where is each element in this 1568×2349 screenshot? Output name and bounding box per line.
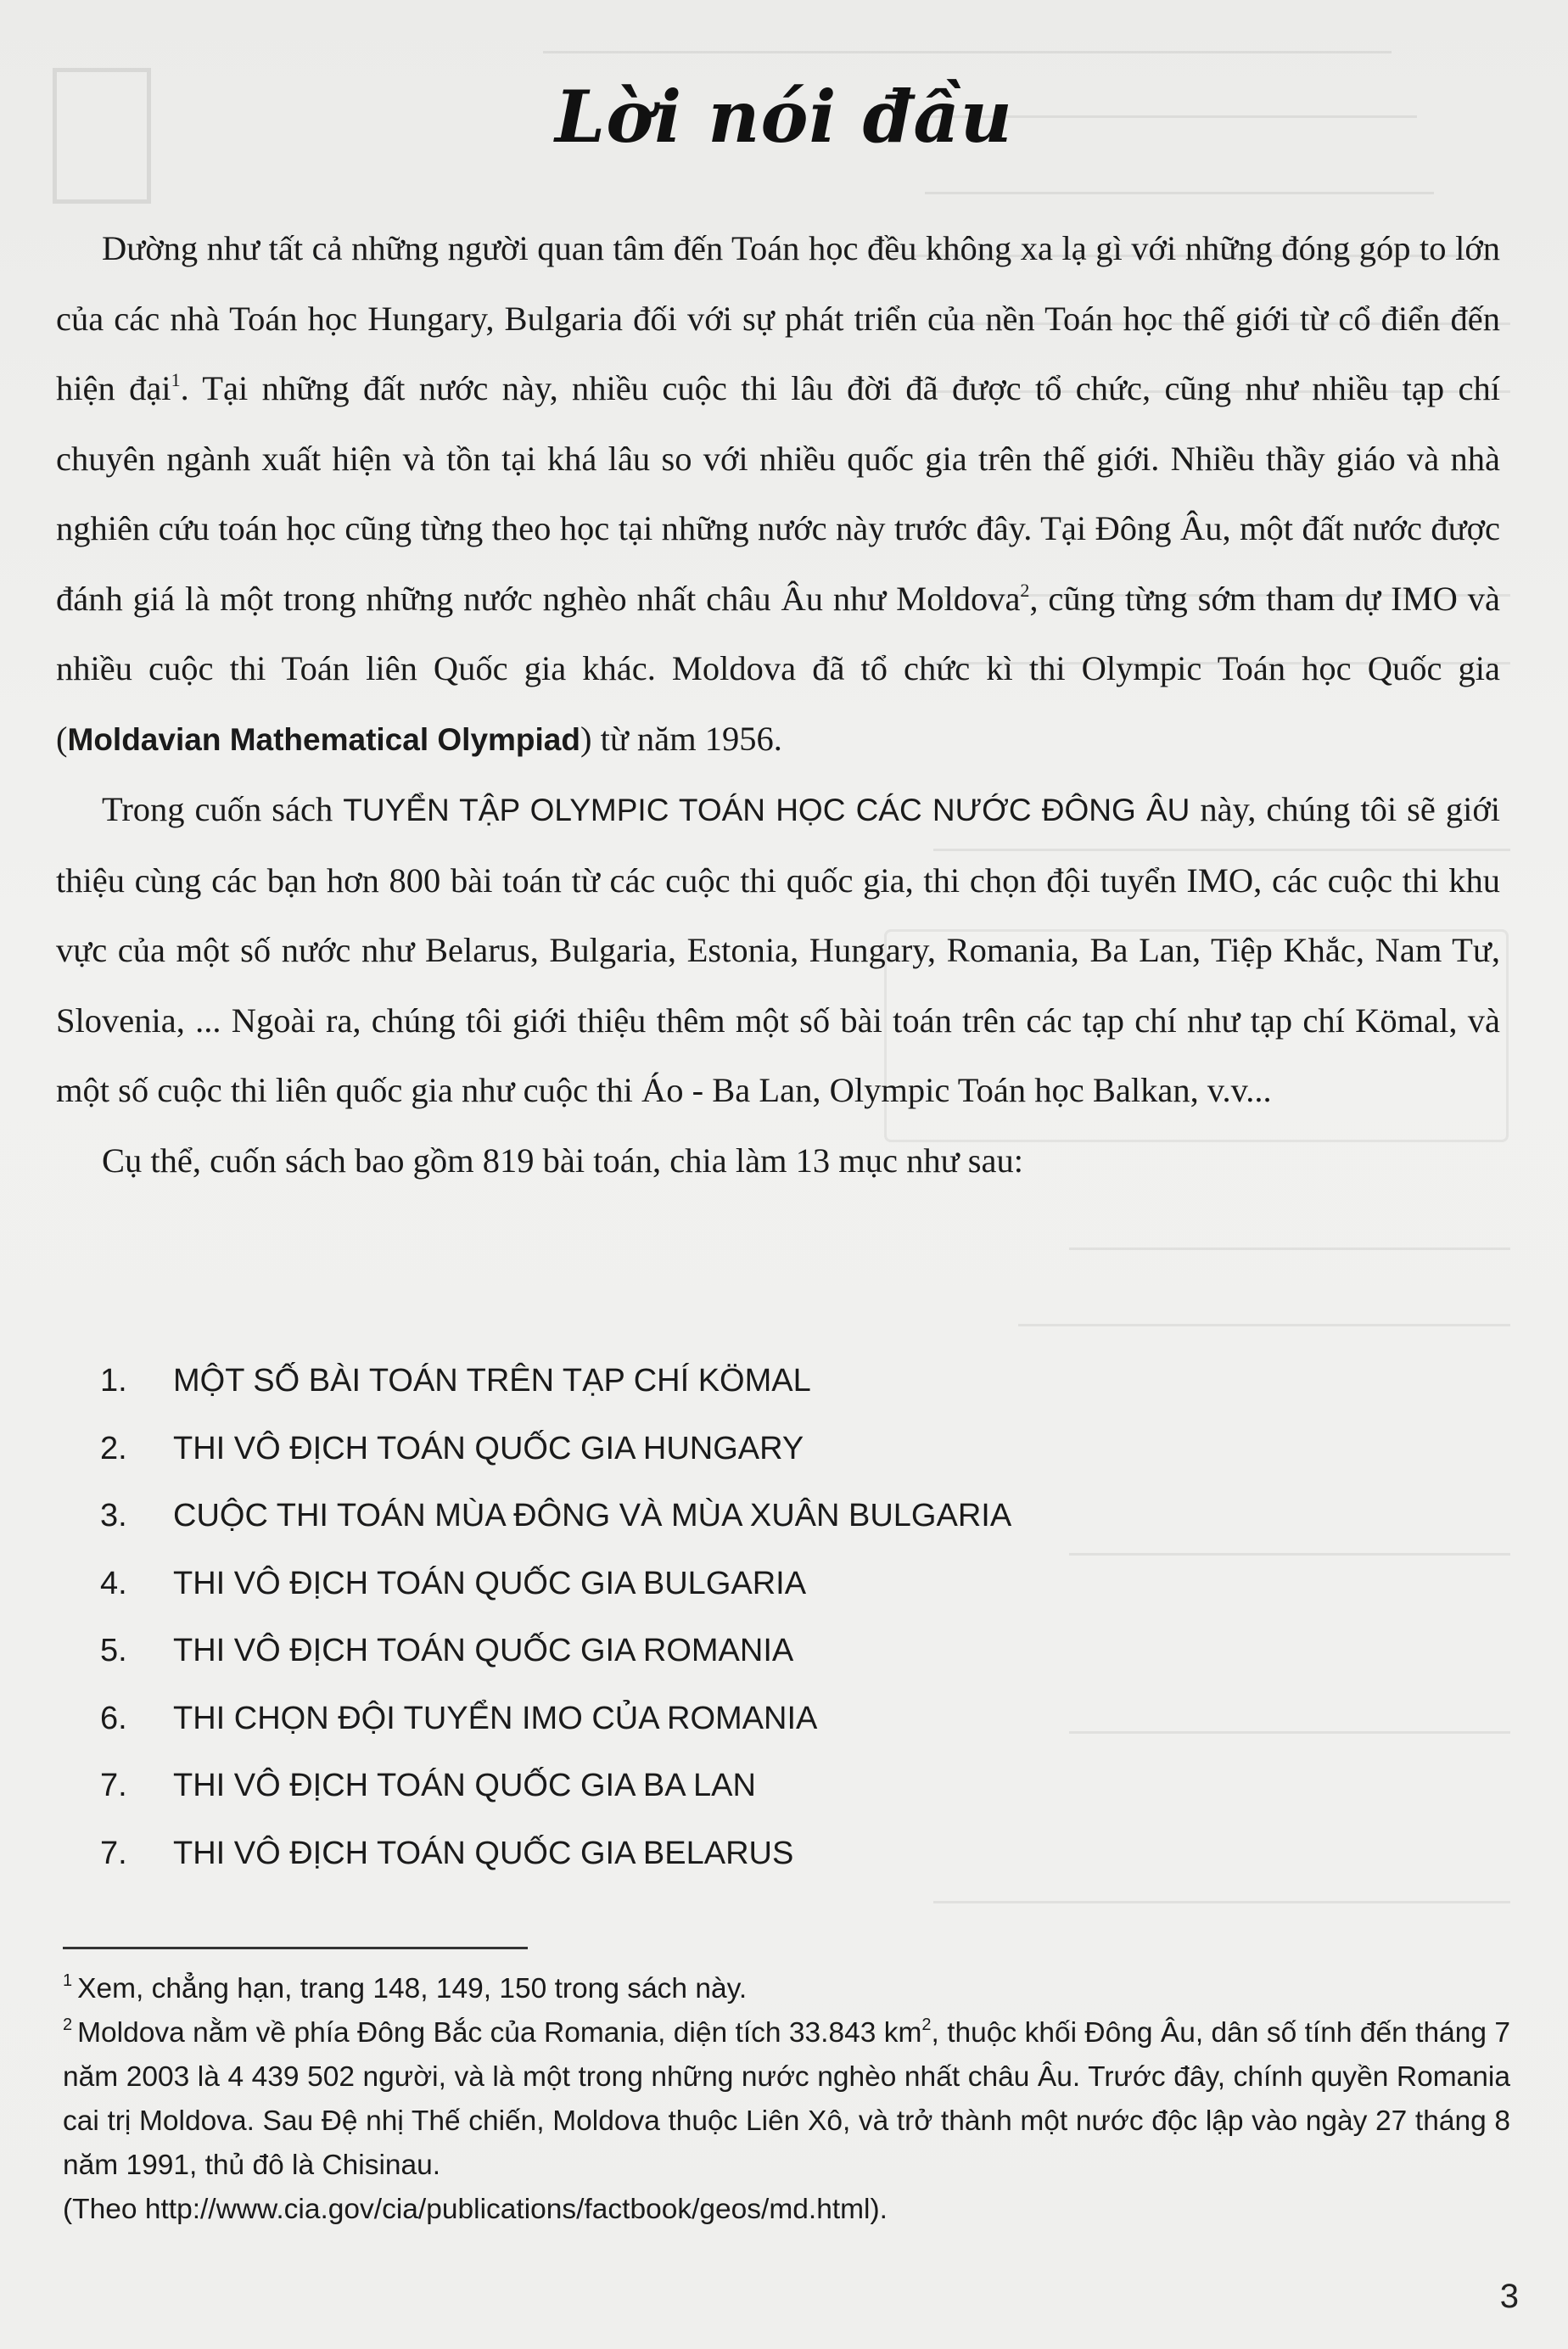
list-item: 4. THI VÔ ĐỊCH TOÁN QUỐC GIA BULGARIA xyxy=(100,1565,807,1601)
footnotes xyxy=(63,1967,1510,2232)
body-text xyxy=(56,214,1500,1196)
footnote-divider xyxy=(63,1947,528,1949)
book-title: TUYỂN TẬP OLYMPIC TOÁN HỌC CÁC NƯỚC ĐÔNG ÂU xyxy=(343,793,1190,827)
footnote-ref-1: 1 xyxy=(171,369,181,390)
show-through-line xyxy=(933,1901,1510,1903)
page-title: Lời nói đầu xyxy=(555,75,1013,159)
list-item: 3. CUỘC THI TOÁN MÙA ĐÔNG VÀ MÙA XUÂN BULGARIA xyxy=(100,1498,1012,1533)
sections-list xyxy=(100,1348,1011,1887)
show-through-line xyxy=(543,51,1392,53)
paragraph-book: Trong cuốn sách TUYỂN TẬP OLYMPIC TOÁN HỌC CÁC NƯỚC ĐÔNG ÂU này, chúng tôi sẽ giới thiệu cùng các bạn hơn 800 bài toán từ các cuộc thi quốc gia, thi chọn đội tuyển IMO, các cuộc thi khu vực của một số nước như Belarus, Bulgaria, Estonia, Hungary, Romania, Ba Lan, Tiệp Khắc, Nam Tư, Slovenia, ... Ngoài ra, chúng tôi giới thiệu thêm một số bài toán trên các tạp chí như tạp chí Kömal, và một số cuộc thi liên quốc gia như cuộc thi Áo - Ba Lan, Olympic Toán học Balkan, v.v... xyxy=(56,790,1501,1109)
paragraph-contents-intro: Cụ thể, cuốn sách bao gồm 819 bài toán, chia làm 13 mục như sau: xyxy=(102,1141,1023,1180)
footnote-2: $^2$ Moldova nằm về phía Đông Bắc của Romania, diện tích 33.843 km$^2$, thuộc khối Đông Âu, dân số tính đến tháng 7 năm 2003 là 4 439 502 người, và là một trong những nước nghèo nhất châu Âu. Trước đây, chính quyền Romania cai trị Moldova. Sau Đệ nhị Thế chiến, Moldova thuộc Liên Xô, và trở thành một nước độc lập vào ngày 27 tháng 8 năm 1991, thủ đô là Chisinau. xyxy=(63,2015,1510,2181)
show-through-line xyxy=(925,192,1434,194)
paragraph-intro: Dường như tất cả những người quan tâm đến Toán học đều không xa lạ gì với những đóng góp to lớn của các nhà Toán học Hungary, Bulgaria đối với sự phát triển của nền Toán học thế giới từ cổ điển đến hiện đại$^1$. Tại những đất nước này, nhiều cuộc thi lâu đời đã được tổ chức, cũng như nhiều tạp chí chuyên ngành xuất hiện và tồn tại khá lâu so với nhiều quốc gia trên thế giới. Nhiều thầy giáo và nhà nghiên cứu toán học cũng từng theo học tại những nước này trước đây. Tại Đông Âu, một đất nước được đánh giá là một trong những nước nghèo nhất châu Âu như Moldova$^2$, cũng từng sớm tham dự IMO và nhiều cuộc thi Toán liên Quốc gia khác. Moldova đã tổ chức kì thi Olympic Toán học Quốc gia (Moldavian Mathematical Olympiad) từ năm 1956. xyxy=(56,229,1500,758)
olympiad-name: Moldavian Mathematical Olympiad xyxy=(67,721,580,757)
list-item: 6. THI CHỌN ĐỘI TUYỂN IMO CỦA ROMANIA xyxy=(100,1700,818,1736)
list-item: 7. THI VÔ ĐỊCH TOÁN QUỐC GIA BELARUS xyxy=(100,1835,794,1871)
footnote-ref-2: 2 xyxy=(1020,579,1030,601)
list-item: 1. MỘT SỐ BÀI TOÁN TRÊN TẠP CHÍ KÖMAL xyxy=(100,1363,811,1399)
show-through-line xyxy=(1069,1731,1510,1734)
page-number: 3 xyxy=(1499,2278,1519,2315)
footnote-1: $^1$ Xem, chẳng hạn, trang 148, 149, 150 trong sách này. xyxy=(63,1971,748,2004)
list-item: 7. THI VÔ ĐỊCH TOÁN QUỐC GIA BA LAN xyxy=(100,1768,756,1803)
footnote-2-source: (Theo http://www.cia.gov/cia/publications/factbook/geos/md.html). xyxy=(63,2194,888,2225)
show-through-line xyxy=(1018,1324,1510,1326)
show-through-line xyxy=(1069,1553,1510,1556)
list-item: 2. THI VÔ ĐỊCH TOÁN QUỐC GIA HUNGARY xyxy=(100,1430,804,1466)
list-item: 5. THI VÔ ĐỊCH TOÁN QUỐC GIA ROMANIA xyxy=(100,1633,794,1668)
show-through-line xyxy=(1069,1247,1510,1250)
